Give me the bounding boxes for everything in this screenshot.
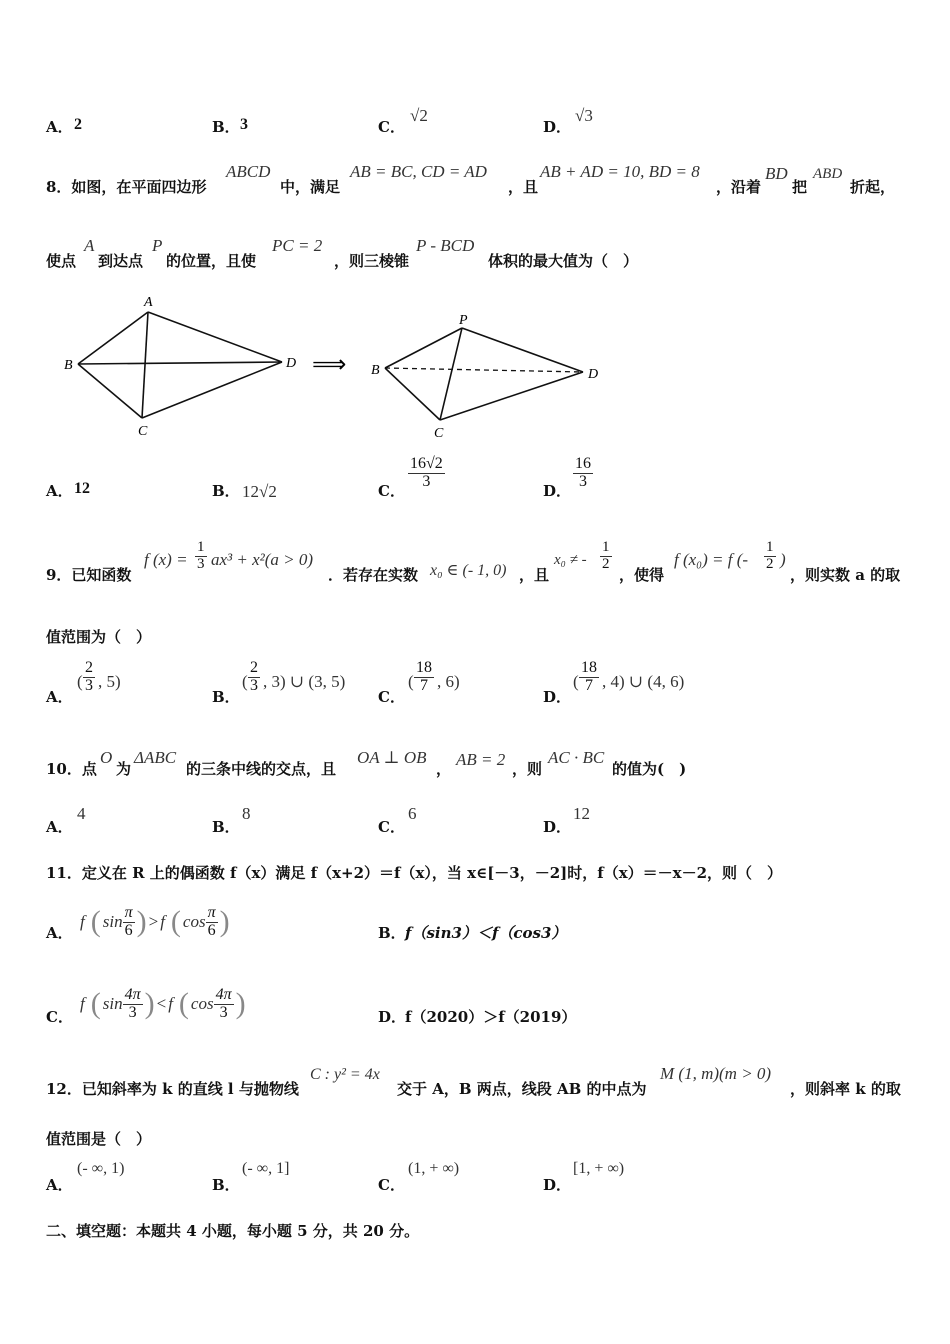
q8-math-pbcd: P - BCD <box>416 236 475 255</box>
q9-eq-frac-num: 1 <box>766 539 774 555</box>
q8-option-c-den: 3 <box>422 472 431 490</box>
q8-option-d-num: 16 <box>575 455 591 472</box>
q8-math-abd: ABD <box>813 166 843 182</box>
q9-func-frac-den: 3 <box>197 555 205 572</box>
q9-cond-frac <box>600 540 612 573</box>
q11-option-a-frac1 <box>123 905 135 940</box>
q11-option-a-lparen2: ( <box>170 905 181 938</box>
q10-option-d-value: 12 <box>573 804 590 823</box>
q10-option-c-letter: C． <box>378 818 405 836</box>
q9-option-c-den: 7 <box>420 676 428 694</box>
q11-option-a-den1: 6 <box>124 921 133 939</box>
q8-math-a: A <box>84 236 95 255</box>
q8-text-3: ，且 <box>508 178 539 196</box>
q11-option-a-f2: f <box>160 912 165 931</box>
q8-text-5: 把 <box>792 178 808 196</box>
q11-option-a-frac2 <box>206 905 218 940</box>
q8-text-2: 中，满足 <box>280 178 341 196</box>
q9-option-c-letter: C． <box>378 688 405 706</box>
q9-option-d-frac <box>579 660 599 695</box>
q9-option-c-num: 18 <box>416 659 432 676</box>
q9-option-d-post: , 4) ∪ (4, 6) <box>602 672 685 691</box>
q11-option-c-rparen1: ) <box>144 987 155 1020</box>
q11-option-d-text: f（2020）＞f（2019） <box>405 1008 577 1026</box>
q7-option-a-letter: A． <box>46 118 73 136</box>
q11-option-c-rparen2: ) <box>235 987 246 1020</box>
q12-text-4: 值范围是（ ） <box>46 1130 152 1148</box>
q9-func-lhs: f (x) = <box>144 550 188 569</box>
q8-option-d-letter: D． <box>543 482 572 500</box>
q8-fig-label-p: P <box>459 313 468 328</box>
q9-domain: x₀ ∈ (- 1, 0) <box>430 562 507 579</box>
q8-fig-arrow: ⟹ <box>312 352 347 378</box>
q8-text-11: 体积的最大值为（ ） <box>488 252 639 270</box>
q11-option-a-f1: f <box>80 912 85 931</box>
q11-option-d-letter: D． <box>378 1008 407 1026</box>
q11-option-a-rparen2: ) <box>219 905 230 938</box>
q9-text-1: 9．已知函数 <box>46 566 132 584</box>
q8-option-c-num: 16√2 <box>410 455 443 472</box>
q8-fig-label-a: A <box>144 295 153 310</box>
q11-option-a-fn2: cos <box>182 912 206 931</box>
q12-option-a-letter: A． <box>46 1176 73 1194</box>
q10-text-6: 的值为( ) <box>612 760 687 778</box>
q12-option-c-value: (1, + ∞) <box>408 1160 460 1177</box>
q11-option-a-rel: > <box>148 912 159 931</box>
q10-option-a-value: 4 <box>77 804 86 823</box>
q11-option-c-den1: 3 <box>128 1003 137 1021</box>
q11-option-a-den2: 6 <box>207 921 216 939</box>
q8-math-pc: PC = 2 <box>272 236 323 255</box>
q8-text-7: 使点 <box>46 252 77 270</box>
q9-option-d-letter: D． <box>543 688 572 706</box>
q8-fig-label-d2: D <box>588 367 599 382</box>
q12-option-d-value: [1, + ∞) <box>573 1160 625 1177</box>
q12-math-parabola: C : y² = 4x <box>310 1066 380 1083</box>
q11-option-c-num2: 4π <box>215 985 232 1003</box>
q10-math-abc: ΔABC <box>134 748 177 767</box>
q8-fig-label-c: C <box>138 424 148 439</box>
q11-option-c-f2: f <box>168 994 173 1013</box>
q10-option-b-value: 8 <box>242 804 251 823</box>
q9-text-5: ，则实数 a 的取 <box>790 566 901 584</box>
q10-text-5: ，则 <box>512 760 543 778</box>
q11-option-c-lparen2: ( <box>178 987 189 1020</box>
q11-stem: 11．定义在 R 上的偶函数 f（x）满足 f（x+2）＝f（x），当 x∈[－3，－2]时，f（x）＝－x－2，则（ ） <box>46 864 783 882</box>
q9-option-c-frac <box>414 660 434 695</box>
q9-option-b-letter: B． <box>212 688 240 706</box>
q7-option-d-value: √3 <box>575 106 593 125</box>
q8-option-a-letter: A． <box>46 482 73 500</box>
q9-option-d-den: 7 <box>585 676 593 694</box>
q9-eq: f (x₀) = f (- <box>674 550 749 569</box>
q10-text-3: 的三条中线的交点，且 <box>186 760 337 778</box>
q10-option-b-letter: B． <box>212 818 240 836</box>
q10-math-dot: AC · BC <box>548 748 605 767</box>
q10-math-o: O <box>100 748 113 767</box>
q12-option-c-letter: C． <box>378 1176 405 1194</box>
q12-option-b-letter: B． <box>212 1176 240 1194</box>
q11-option-c-expr <box>80 982 248 1026</box>
q12-text-2: 交于 A，B 两点，线段 AB 的中点为 <box>397 1080 647 1098</box>
q7-option-d-letter: D． <box>543 118 572 136</box>
q9-cond-frac-num: 1 <box>602 539 610 555</box>
q11-option-c-frac2 <box>214 987 234 1022</box>
q10-option-a-letter: A． <box>46 818 73 836</box>
q9-text-6: 值范围为（ ） <box>46 628 152 646</box>
q11-option-a-expr <box>80 900 232 944</box>
q7-option-b-letter: B． <box>212 118 240 136</box>
q9-cond: x₀ ≠ - <box>554 552 587 568</box>
q8-option-d-fraction <box>573 456 593 491</box>
q8-text-9: 的位置，且使 <box>166 252 257 270</box>
q11-option-c-fn2: cos <box>190 994 214 1013</box>
q8-option-b-value: 12√2 <box>242 482 277 501</box>
q8-text-1: 8．如图，在平面四边形 <box>46 178 207 196</box>
q8-fig-label-c2: C <box>434 426 444 441</box>
q9-option-b-num: 2 <box>250 659 258 676</box>
q9-option-b-post: , 3) ∪ (3, 5) <box>263 672 346 691</box>
q9-func-rhs: ax³ + x²(a > 0) <box>211 550 314 569</box>
q9-cond-frac-den: 2 <box>602 555 610 572</box>
q11-option-c-den2: 3 <box>219 1003 228 1021</box>
q10-math-perp: OA ⊥ OB <box>357 748 427 767</box>
q8-math-cond2: AB + AD = 10, BD = 8 <box>540 162 700 181</box>
q8-option-c-fraction <box>408 456 445 491</box>
q11-option-b-text: f（sin3）＜f（cos3） <box>405 924 567 942</box>
q8-fig-label-b: B <box>64 358 73 373</box>
q11-option-a-rparen1: ) <box>136 905 147 938</box>
q7-option-c-value: √2 <box>410 106 428 125</box>
q9-option-a-num: 2 <box>85 659 93 676</box>
q8-text-6: 折起， <box>850 178 896 196</box>
q11-option-c-letter: C． <box>46 1008 73 1026</box>
q10-text-1: 10．点 <box>46 760 97 778</box>
q10-text-2: 为 <box>116 760 132 778</box>
q11-option-b-letter: B． <box>378 924 406 942</box>
q11-option-c-rel: < <box>156 994 167 1013</box>
q9-option-b-den: 3 <box>250 676 258 694</box>
q8-option-d-den: 3 <box>579 472 587 490</box>
q9-option-b-pre: ( <box>242 672 248 691</box>
q9-option-c-pre: ( <box>408 672 414 691</box>
q8-text-8: 到达点 <box>98 252 144 270</box>
q8-math-cond1: AB = BC, CD = AD <box>350 162 487 181</box>
q8-math-abcd: ABCD <box>226 162 271 181</box>
q9-option-a-den: 3 <box>85 676 93 694</box>
q8-fig-label-d: D <box>286 356 297 371</box>
q9-option-c-post: , 6) <box>437 672 460 691</box>
q9-option-a-post: , 5) <box>98 672 121 691</box>
q9-text-3: ，且 <box>519 566 550 584</box>
q9-text-2: ．若存在实数 <box>328 566 419 584</box>
q10-math-ab: AB = 2 <box>456 750 506 769</box>
q8-figure-left <box>64 295 296 439</box>
q8-figure <box>60 292 620 442</box>
q8-text-10: ，则三棱锥 <box>334 252 410 270</box>
q8-option-b-letter: B． <box>212 482 240 500</box>
q8-math-p: P <box>152 236 163 255</box>
q12-option-d-letter: D． <box>543 1176 572 1194</box>
q11-option-a-num2: π <box>207 903 216 921</box>
q9-eq-frac-den: 2 <box>766 555 774 572</box>
q12-math-midpoint: M (1, m)(m > 0) <box>660 1064 772 1083</box>
q9-eq-frac <box>764 540 776 573</box>
q7-option-a-value: 2 <box>74 116 82 133</box>
q11-option-a-fn1: sin <box>102 912 123 931</box>
section-heading-fill-blank: 二、填空题：本题共 4 小题，每小题 5 分，共 20 分。 <box>46 1222 420 1240</box>
q12-option-a-value: (- ∞, 1) <box>77 1160 125 1177</box>
q11-option-c-lparen1: ( <box>90 987 101 1020</box>
q9-option-a-letter: A． <box>46 688 73 706</box>
q12-text-3: ，则斜率 k 的取 <box>790 1080 901 1098</box>
q8-text-4: ，沿着 <box>716 178 762 196</box>
q9-func-frac <box>195 540 207 573</box>
q9-option-a-pre: ( <box>77 672 83 691</box>
q9-func-frac-num: 1 <box>197 539 205 555</box>
q8-fig-label-b2: B <box>371 363 380 378</box>
q11-option-c-num1: 4π <box>124 985 141 1003</box>
q7-option-c-letter: C． <box>378 118 405 136</box>
q8-option-c-letter: C． <box>378 482 405 500</box>
q11-option-a-num1: π <box>124 903 133 921</box>
q7-option-b-value: 3 <box>240 116 248 133</box>
q11-option-c-fn1: sin <box>102 994 123 1013</box>
q8-figure-right <box>371 313 598 441</box>
q12-text-1: 12．已知斜率为 k 的直线 l 与抛物线 <box>46 1080 299 1098</box>
q10-text-4: ， <box>436 760 452 778</box>
q11-option-c-frac1 <box>123 987 143 1022</box>
q12-option-b-value: (- ∞, 1] <box>242 1160 290 1177</box>
q11-option-a-lparen1: ( <box>90 905 101 938</box>
q10-option-c-value: 6 <box>408 804 417 823</box>
q8-option-a-value: 12 <box>74 480 90 497</box>
q9-eq-close: ) <box>780 550 786 569</box>
q10-option-d-letter: D． <box>543 818 572 836</box>
q9-option-b-frac <box>248 660 260 695</box>
q9-text-4: ，使得 <box>619 566 665 584</box>
q8-math-bd: BD <box>765 164 788 183</box>
q11-option-c-f1: f <box>80 994 85 1013</box>
q9-option-a-frac <box>83 660 95 695</box>
q9-option-d-pre: ( <box>573 672 579 691</box>
q11-option-a-letter: A． <box>46 924 73 942</box>
q9-option-d-num: 18 <box>581 659 597 676</box>
